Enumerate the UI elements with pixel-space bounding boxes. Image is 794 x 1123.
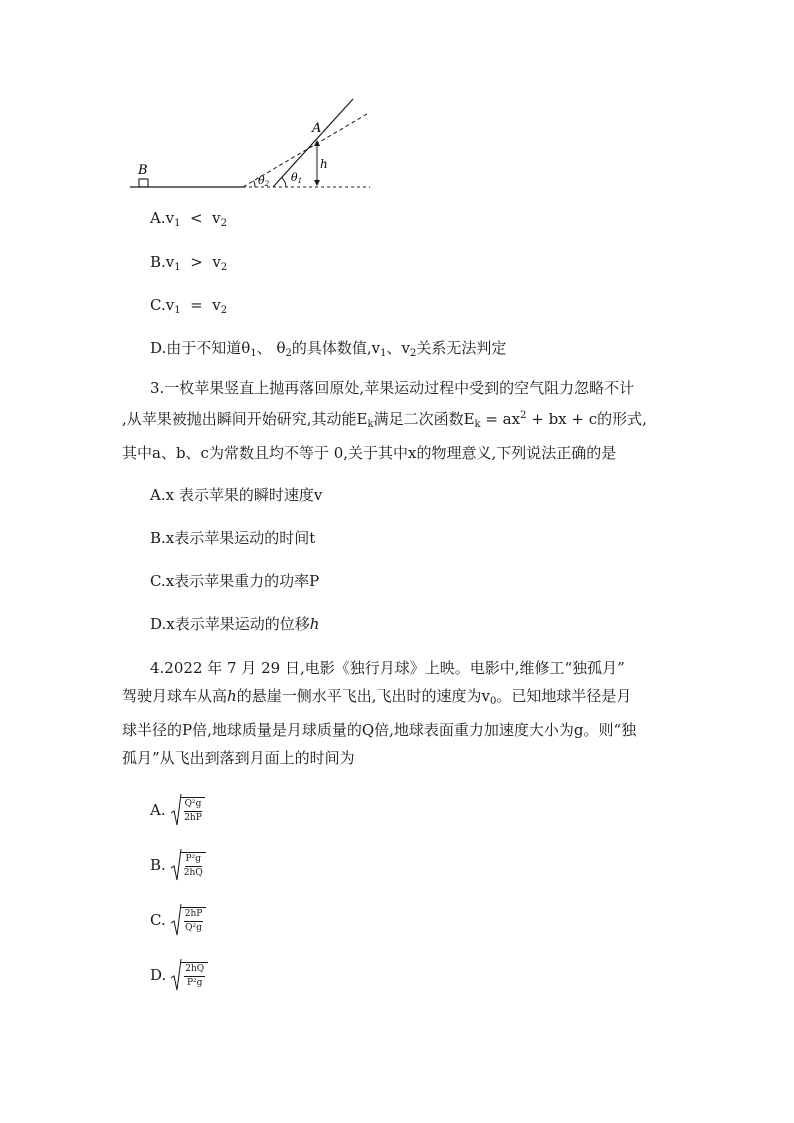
- label-h: h: [320, 157, 328, 171]
- q3-option-b[interactable]: B.x表示苹果运动的时间t: [150, 529, 316, 547]
- q4-option-d[interactable]: D. $\frac{2hQ}{\text{P²g}}$: [150, 953, 208, 997]
- sqrt-expression: $\frac{2hQ}{\text{P²g}}$: [170, 958, 208, 992]
- label-theta1: θ1: [291, 171, 303, 185]
- q2-option-b[interactable]: $B.v_1 > v_2$: [150, 253, 228, 273]
- incline-figure: [125, 95, 375, 195]
- angle-arc-theta2: [254, 181, 256, 188]
- question-3-stem: [122, 374, 682, 467]
- q4-option-c[interactable]: C. $\frac{2hP}{\text{Q²g}}$: [150, 898, 206, 942]
- sqrt-expression: $\frac{2hP}{\text{Q²g}}$: [170, 903, 207, 937]
- q3-option-a[interactable]: A.x 表示苹果的瞬时速度v: [150, 486, 323, 504]
- q2-option-a[interactable]: $A.v_1 < v_2$: [150, 209, 227, 229]
- q3-line-3: 其中a、b、c为常数且均不等于 0,关于其中x的物理意义,下列说法正确的是: [122, 444, 617, 462]
- q4-line-4: 孤月”从飞出到落到月面上的时间为: [122, 749, 355, 767]
- q2-option-c[interactable]: $C.v_1 = v_2$: [150, 296, 228, 316]
- label-a: A: [312, 121, 322, 136]
- sqrt-expression: $\frac{\text{Q²g}}{2hP}$: [170, 793, 206, 827]
- q4-line-2: 驾驶月球车从高h的悬崖一侧水平飞出,飞出时的速度为$v_0$。已知地球半径是月: [122, 687, 632, 707]
- solid-incline-line: [273, 99, 353, 187]
- q4-line-3: 球半径的P倍,地球质量是月球质量的Q倍,地球表面重力加速度大小为g。则“独: [122, 721, 637, 739]
- q3-option-d[interactable]: D.x表示苹果运动的位移h: [150, 615, 320, 633]
- height-arrow-bottom: [314, 180, 320, 186]
- block-b: [139, 179, 148, 187]
- q3-option-c[interactable]: C.x表示苹果重力的功率P: [150, 572, 320, 590]
- q3-line-1: 3.一枚苹果竖直上抛再落回原处,苹果运动过程中受到的空气阻力忽略不计: [150, 379, 635, 397]
- q4-option-a[interactable]: A. $\frac{\text{Q²g}}{2hP}$: [150, 788, 205, 832]
- question-4-stem: [122, 654, 682, 772]
- q3-line-2: ,从苹果被抛出瞬间开始研究,其动能$E_k$满足二次函数$E_k = ax^2$ + bx + c的形式,: [122, 410, 647, 430]
- angle-arc-theta1: [282, 178, 287, 188]
- sqrt-expression: $\frac{\text{P²g}}{2hQ}$: [170, 848, 206, 882]
- label-theta2: θ2: [258, 174, 270, 188]
- label-b: B: [138, 163, 148, 178]
- q4-line-1: 4.2022 年 7 月 29 日,电影《独行月球》上映。电影中,维修工“独孤月”: [150, 659, 625, 677]
- q4-option-b[interactable]: B. $\frac{\text{P²g}}{2hQ}$: [150, 843, 206, 887]
- q2-option-d[interactable]: D.由于不知道$\theta_1$、 $\theta_2$的具体数值$,v_1$、$v_2$关系无法判定: [150, 339, 507, 359]
